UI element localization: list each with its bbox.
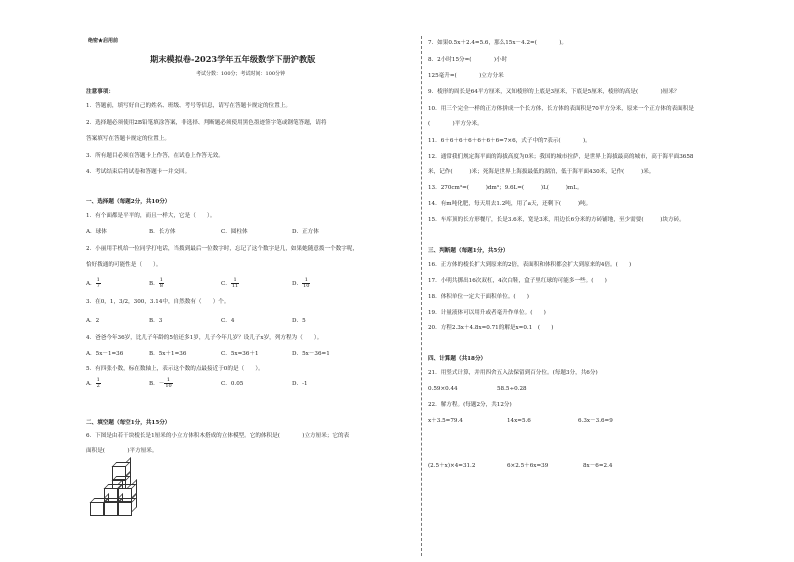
q21-item-2: 58.5÷0.28 [497,386,527,392]
equation: 8x－6=2.4 [583,463,613,469]
q20-text: 20．方程2.3x＋4.8x=0.71的解是x=0.1 ( ) [428,325,554,331]
q3-opt-a: A．2 [86,318,100,324]
section3-title: 三、判断题（每题1分，共5分） [428,248,509,254]
q6-line1: 6．下图是由若干块棱长是1厘米的小立方体积木搭成的立体模型。它的体积是( )立方厘米；它的表 [86,433,350,439]
q18-text: 18．体积单位一定大于面积单位。( ) [428,294,529,300]
q4-opt-d: D．5x－36=1 [292,351,330,357]
section2-title: 二、填空题（每空1分，共15分） [86,420,171,426]
q2-line2: 恰好拨通的可能性是（ ）。 [86,262,162,268]
cube [118,502,132,516]
note-4: 4．考试结束后将试卷和答题卡一并交回。 [86,169,191,175]
q17-text: 17．小明共掷出16次双杠，4次白鞋，盒子里红球的可能多一些。( ) [428,278,607,284]
cube-model-figure [86,462,166,524]
q3-opt-b: B．3 [149,318,163,324]
note-1: 1．答题前，填写好自己的姓名、班级、考号等信息，请写在答题卡规定的位置上。 [86,103,291,109]
q3-opt-c: C．4 [221,318,235,324]
q5-opt-a: A． $\frac{1}{2}$ [86,376,100,389]
q9-text: 9．棱形的周长是64平方厘米，又知棱形的上底是3厘米，下底是5厘米，棱形的高是( )厘米？ [428,89,680,95]
q4-opt-c: C．5x=36＋1 [221,351,259,357]
q2-line1: 2．小丽用手机给一位同学打电话，当拨到最后一位数字时，忘记了这个数字是几，如果她随意拨一个数字呢， [86,246,359,252]
q1-opt-b: B．长方体 [149,229,176,235]
equation: 6×2.5＋6x=39 [507,463,549,469]
q6-line2: 面积是( )平方厘米。 [86,448,158,454]
q14-text: 14．有m吨化肥，每天用去1.2吨，用了a天，还剩下( )吨。 [428,201,592,207]
note-2: 2．选择题必须使用2B铅笔填涂答案，非选择、判断题必须使用黑色墨迹签字笔或钢笔答题，请将 [86,120,327,126]
cube [90,502,104,516]
q4-text: 4．爸爸今年36岁，比儿子年龄的5倍还多1岁，儿子今年几岁？设儿子x岁，列方程为（ ）。 [86,335,323,341]
q4-opt-b: B．5x＋1=36 [149,351,187,357]
q3-text: 3．在0，1，3/2，300，3.14中，自然数有（ ）个。 [86,299,230,305]
q7-text: 7．如果0.5x＋2.4=5.6，那么15x－4.2=( )。 [428,40,568,46]
q12-line1: 12．通常我们规定海平面的海拔高度为0米；我国的城市拉萨，是世界上海拔最高的城市，高于海平面3658 [428,154,694,160]
q2-opt-c: C． $\frac{1}{11}$ [221,276,239,289]
q5-opt-b: B．－ $\frac{1}{10}$ [149,376,172,389]
notes-title: 注意事项： [86,89,114,95]
q11-text: 11．6＋6＋6＋6＋6＋6＋6=7×6，式子中的7表示( )。 [428,138,591,144]
section1-title: 一、选择题（每题2分，共10分） [86,199,171,205]
q13-text: 13．270cm³=( )dm³；9.6L=( )L( )mL。 [428,185,583,191]
q5-opt-c: C．0.05 [221,381,244,387]
q22-text: 22．解方程。(每题2分，共12分) [428,402,512,408]
q2-opt-b: B． $\frac{1}{8}$ [149,276,163,289]
note-3: 3．所有题目必须在答题卡上作答，在试卷上作答无效。 [86,153,224,159]
q5-opt-d: D．-1 [292,381,308,387]
q2-opt-a: A． $\frac{1}{7}$ [86,276,100,289]
equation: x＋3.5=79.4 [428,418,463,424]
q8-line2: 125毫升=( )立方分米 [428,73,504,79]
q19-text: 19．计量液体可以用升或者毫升作单位。( ) [428,310,546,316]
equation: (2.5＋x)×4=31.2 [428,463,476,469]
exam-title: 期末模拟卷-2023学年五年级数学下册沪教版 [150,54,316,64]
q1-opt-c: C．圆柱体 [221,229,248,235]
column-divider [421,36,422,556]
q15-text: 15．车库顶的长方形餐厅，长是3.6米，宽是3米，用边长6分米的方砖铺地，至少需要( )块方砖。 [428,217,685,223]
q12-line2: 米，记作( )米；死海是世界上海拔最低的湖泊，低于海平面430米，记作( )米。 [428,169,655,175]
q2-opt-d: D． $\frac{1}{10}$ [292,276,310,289]
secret-label: 绝密★启用前 [88,38,119,44]
q1-opt-a: A．球体 [86,229,107,235]
equation: 6.3x－3.6=9 [578,418,613,424]
q5-text: 5．有四张小数，标在数轴上，表示这个数的点最接近于0的是（ ）。 [86,366,264,372]
q1-text: 1．有个面都是平平的，而且一样大，它是（ ）。 [86,213,216,219]
section4-title: 四、计算题（共18分） [428,356,487,362]
equation: 14x=5.6 [507,418,531,424]
q4-opt-a: A．5x－1=36 [86,351,124,357]
q21-item-1: 0.59×0.44 [428,386,458,392]
q10-line2: ( )平方分米。 [428,121,483,127]
exam-info: 考试分数：100分；考试时间：100分钟 [196,71,286,77]
q3-opt-d: D．5 [292,318,306,324]
cube [104,502,118,516]
note-2-cont: 答案填写在答题卡规定的位置上。 [86,136,170,142]
q8-line1: 8．2小时15分=( )小时 [428,57,508,63]
q10-line1: 10．用三个完全一样的正方体拼成一个长方体，长方体的表面积是70平方分米，原来一个正方体的表面积是 [428,106,694,112]
q16-text: 16．正方体的棱长扩大到原来的2倍，表面积和体积都会扩大到原来的4倍。( ) [428,262,632,268]
q21-text: 21．用竖式计算，并用四舍五入法保留到百分位。(每题3分，共6分) [428,370,598,376]
q1-opt-d: D．正方体 [292,229,319,235]
